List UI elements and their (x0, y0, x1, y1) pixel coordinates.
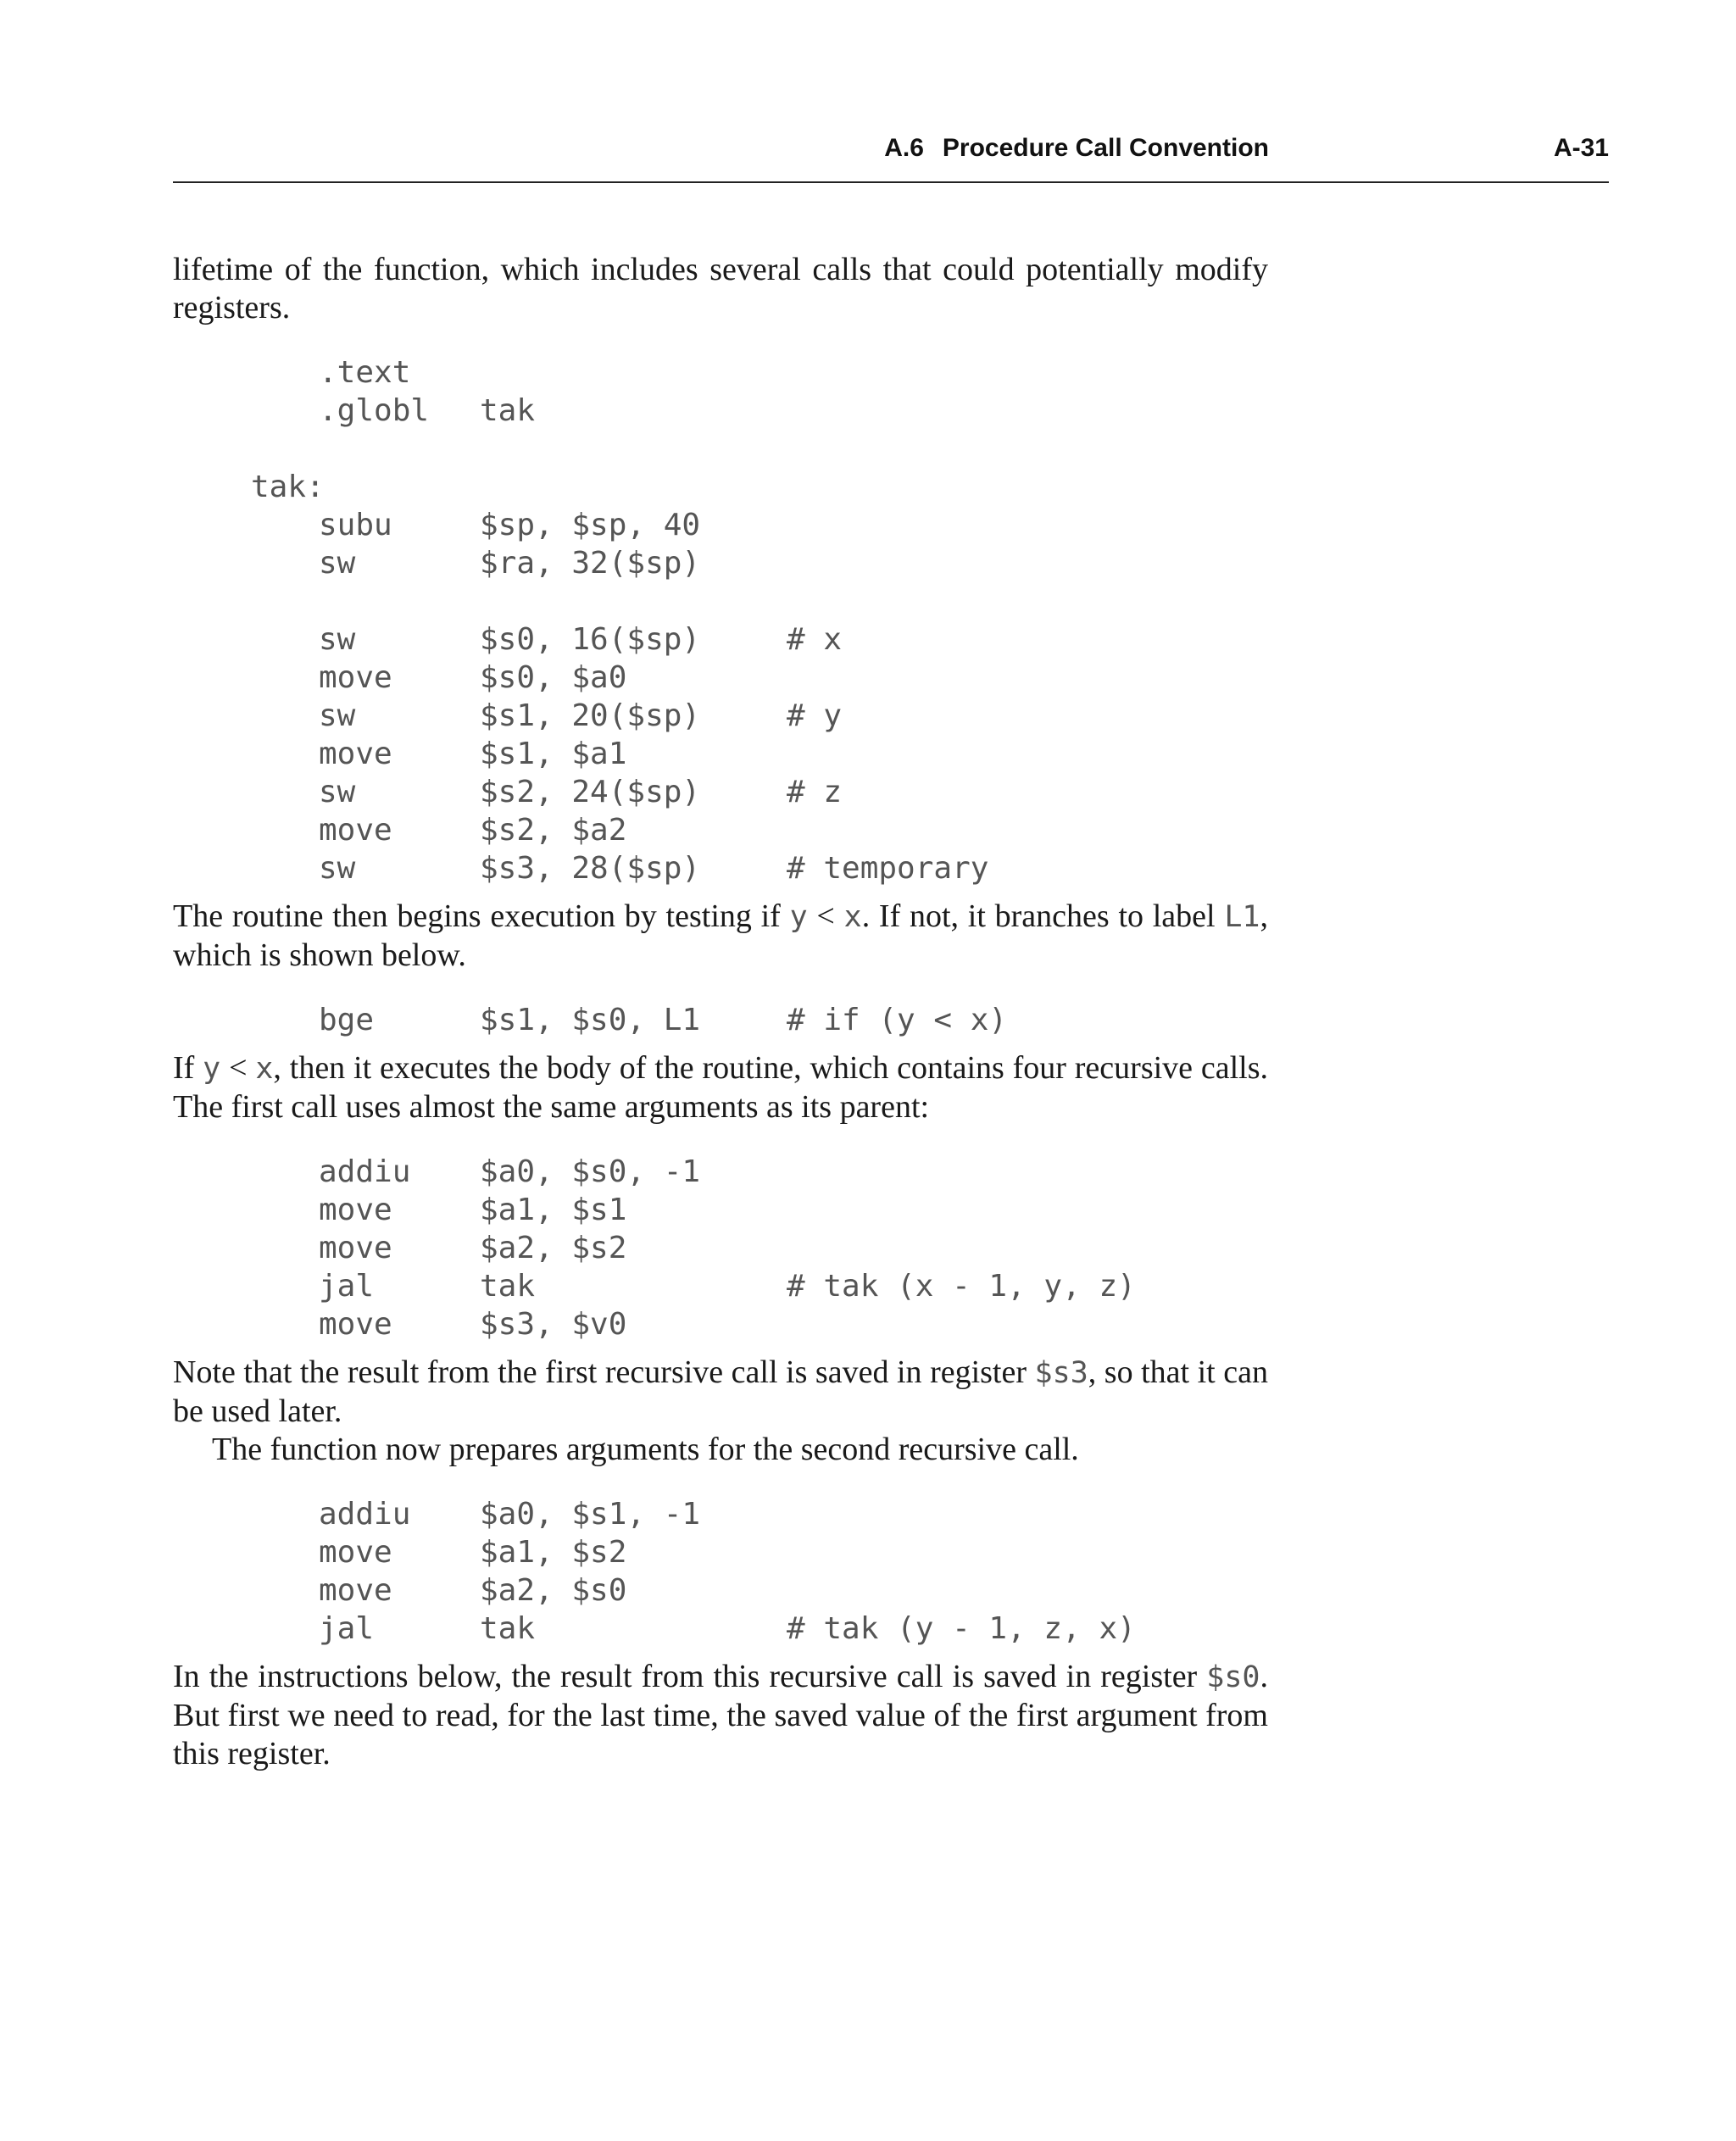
code-opcode: sw (319, 546, 356, 581)
code-label (173, 1267, 319, 1305)
code-opcode: .text (319, 355, 411, 390)
code-label: tak: (251, 470, 325, 504)
code-opcode: sw (319, 622, 356, 657)
code-opcode: jal (319, 1611, 375, 1646)
code-opcode (319, 468, 480, 506)
code-line (173, 1153, 1268, 1191)
code-label (173, 430, 319, 468)
inline-code: $s3 (1034, 1356, 1088, 1390)
code-operands: tak (480, 1611, 536, 1646)
code-operands: $s3, 28($sp) (480, 851, 701, 886)
code-block-second-call (173, 1495, 1268, 1648)
code-opcode: jal (319, 1269, 375, 1304)
code-label (173, 697, 319, 735)
code-opcode: sw (319, 698, 356, 733)
code-line (173, 1267, 1268, 1305)
inline-code: x (843, 900, 862, 934)
section-title: Procedure Call Convention (942, 134, 1269, 162)
code-opcode: sw (319, 775, 356, 809)
header-section (884, 134, 1269, 163)
code-operands: $s2, 24($sp) (480, 775, 701, 809)
code-line (173, 659, 1268, 697)
paragraph-body: If y < x, then it executes the body of the routine, which contains four recursive calls. The first call uses almost the same arguments as its parent: (173, 1050, 1269, 1125)
code-label (173, 1533, 319, 1571)
code-label (173, 659, 319, 697)
code-label (173, 1571, 319, 1610)
code-operands: tak (480, 393, 536, 428)
inline-code: y (203, 1052, 221, 1086)
code-label (173, 811, 319, 849)
code-operands: $s2, $a2 (480, 813, 627, 848)
code-line (173, 430, 1268, 468)
code-line (173, 1571, 1268, 1610)
code-comment: # tak (y - 1, z, x) (787, 1611, 1136, 1646)
code-line (173, 1495, 1268, 1533)
code-label (173, 1610, 319, 1648)
code-line (173, 735, 1268, 773)
code-operands: $a1, $s1 (480, 1193, 627, 1227)
paragraph-test: The routine then begins execution by testing if y < x. If not, it branches to label L1, which is shown below. (173, 898, 1269, 973)
code-label (173, 1153, 319, 1191)
section-number: A.6 (884, 134, 924, 162)
paragraph-result: In the instructions below, the result from this recursive call is saved in register $s0. But first we need to read, for the last time, the saved value of the first argument from this register. (173, 1659, 1268, 1771)
code-opcode: sw (319, 851, 356, 886)
code-opcode: addiu (319, 1497, 411, 1532)
code-line (173, 1533, 1268, 1571)
code-label (173, 1305, 319, 1343)
code-opcode: subu (319, 508, 392, 542)
code-line (173, 1229, 1268, 1267)
code-line (173, 468, 1268, 506)
code-line (173, 620, 1268, 659)
code-label (173, 773, 319, 811)
code-opcode: move (319, 1193, 392, 1227)
code-operands: $a0, $s1, -1 (480, 1497, 701, 1532)
code-label (173, 849, 319, 887)
code-label (173, 353, 319, 392)
code-label (173, 1001, 319, 1039)
code-line (173, 811, 1268, 849)
code-operands: $s0, $a0 (480, 660, 627, 695)
code-operands: $sp, $sp, 40 (480, 508, 701, 542)
paragraph-intro: lifetime of the function, which includes several calls that could potentially modify registers. (173, 252, 1268, 325)
running-header (173, 132, 1609, 183)
code-operands: $a1, $s2 (480, 1535, 627, 1570)
code-operands: $a2, $s2 (480, 1231, 627, 1265)
code-operands (480, 468, 787, 506)
code-line (173, 1610, 1268, 1648)
code-block-prologue (173, 353, 1268, 887)
code-line (173, 544, 1268, 582)
code-line (173, 697, 1268, 735)
code-operands: $s1, $s0, L1 (480, 1003, 701, 1037)
code-opcode (319, 430, 480, 468)
code-label (173, 544, 319, 582)
code-comment: # temporary (787, 851, 989, 886)
code-block-branch (173, 1001, 1268, 1039)
code-line (173, 1191, 1268, 1229)
code-operands: $a0, $s0, -1 (480, 1154, 701, 1189)
code-line (173, 1001, 1268, 1039)
code-label (173, 1495, 319, 1533)
code-comment: # y (787, 698, 843, 733)
code-opcode: addiu (319, 1154, 411, 1189)
code-label (173, 582, 319, 620)
code-operands: $a2, $s0 (480, 1573, 627, 1608)
code-operands: $s3, $v0 (480, 1307, 627, 1342)
code-block-first-call (173, 1153, 1268, 1343)
inline-code: y (789, 900, 808, 934)
inline-code: x (255, 1052, 274, 1086)
code-line (173, 849, 1268, 887)
code-line (173, 1305, 1268, 1343)
code-label (173, 735, 319, 773)
code-opcode: .globl (319, 393, 430, 428)
code-operands: $ra, 32($sp) (480, 546, 701, 581)
code-line (173, 773, 1268, 811)
code-label (173, 1191, 319, 1229)
inline-code: $s0 (1206, 1660, 1260, 1694)
code-line (173, 506, 1268, 544)
inline-code: L1 (1224, 900, 1260, 934)
paragraph-second-call: The function now prepares arguments for the second recursive call. (212, 1432, 1079, 1467)
code-operands (480, 582, 787, 620)
code-label (173, 1229, 319, 1267)
page-body (173, 251, 1268, 1773)
code-line (173, 392, 1268, 430)
code-opcode: move (319, 1231, 392, 1265)
code-comment: # if (y < x) (787, 1003, 1008, 1037)
code-line (173, 582, 1268, 620)
code-opcode: move (319, 1573, 392, 1608)
code-opcode: move (319, 660, 392, 695)
code-comment: # x (787, 622, 843, 657)
code-opcode: move (319, 1535, 392, 1570)
code-comment: # z (787, 775, 843, 809)
code-label (173, 392, 319, 430)
code-opcode: bge (319, 1003, 375, 1037)
code-label (173, 506, 319, 544)
code-comment: # tak (x - 1, y, z) (787, 1269, 1136, 1304)
code-operands: $s1, $a1 (480, 737, 627, 771)
code-operands (480, 353, 787, 392)
code-opcode: move (319, 1307, 392, 1342)
code-operands (480, 430, 787, 468)
code-label (173, 620, 319, 659)
paragraph-note: Note that the result from the first recursive call is saved in register $s3, so that it can be used later. (173, 1354, 1268, 1429)
code-operands: $s0, 16($sp) (480, 622, 701, 657)
code-opcode: move (319, 737, 392, 771)
page-number: A-31 (1553, 134, 1609, 162)
code-opcode (319, 582, 480, 620)
code-operands: tak (480, 1269, 536, 1304)
code-operands: $s1, 20($sp) (480, 698, 701, 733)
code-line (173, 353, 1268, 392)
code-opcode: move (319, 813, 392, 848)
